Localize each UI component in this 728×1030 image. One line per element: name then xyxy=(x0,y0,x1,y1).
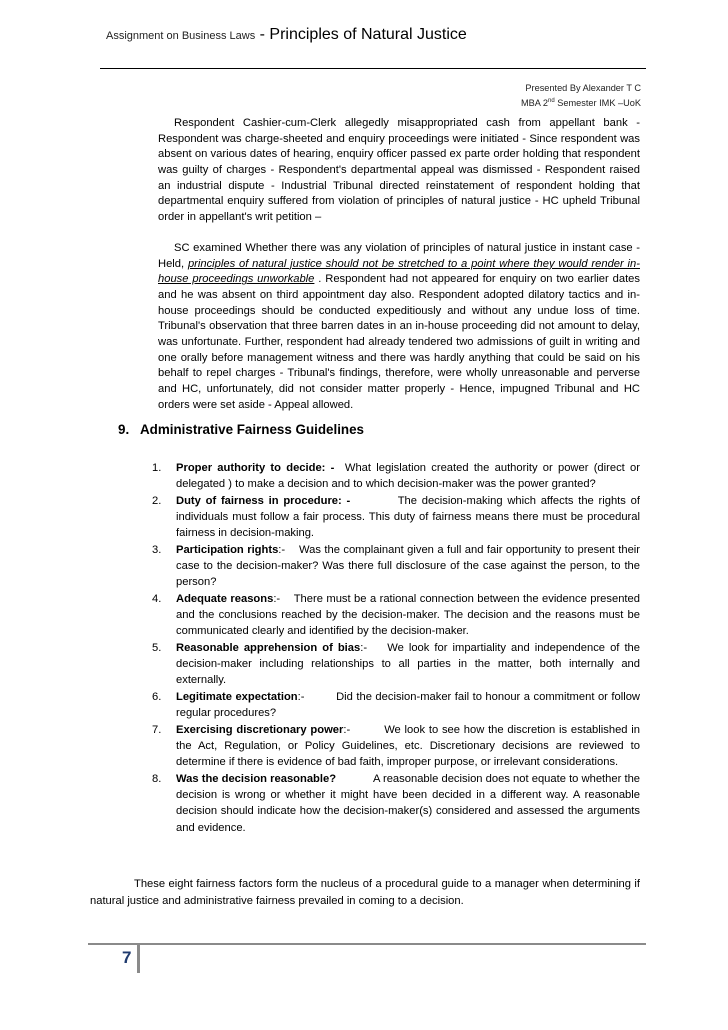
holding-body: . Respondent had not appeared for enquiry on two earlier dates and he was absent on third appointment day also. Respondent adopted dilatory tactics and in-house proceedings should be conducted expeditiously and without any undue loss of time. Tribunal's observation that three barren dates in an in-house proceeding did not amount to delay, was unfortunate. Further, respondent had already tendered two admissions of guilt in writing and one orally before management witness and there was hardly anything that could be said on his behalf to repel charges - Tribunal's findings, therefore, were wholly unreasonable and perverse and HC, unfortunately, did not consider matter properly - Hence, impugned Tribunal and HC orders were set aside - Appeal allowed. xyxy=(158,273,640,411)
guideline-separator xyxy=(350,495,397,507)
guideline-separator xyxy=(336,773,373,785)
guideline-heading: Legitimate expectation xyxy=(176,690,298,703)
page-header xyxy=(106,26,646,44)
header-title: Principles of Natural Justice xyxy=(269,26,467,43)
guideline-separator: :- xyxy=(297,690,337,703)
guideline-text xyxy=(176,722,640,771)
guideline-text xyxy=(176,771,640,836)
guideline-heading: Participation rights xyxy=(176,543,279,556)
guideline-item xyxy=(152,542,640,591)
guidelines-list xyxy=(152,460,640,836)
guideline-number: 3. xyxy=(152,543,162,556)
guideline-number: 8. xyxy=(152,772,162,785)
guideline-number: 7. xyxy=(152,723,162,736)
holding-intro: SC examined Whether there was any violation of principles of natural justice in instant case - Held, xyxy=(158,242,640,270)
guideline-heading: Duty of fairness in procedure: - xyxy=(176,494,351,507)
header-course: Assignment on Business Laws xyxy=(106,30,256,42)
guideline-number: 2. xyxy=(152,494,162,507)
guideline-separator: :- xyxy=(273,592,294,605)
guideline-separator xyxy=(334,462,345,474)
program-suffix: Semester IMK –UoK xyxy=(554,98,641,109)
guideline-body: There must be a rational connection between the evidence presented and the conclusions reached by the decision-maker. The decision and the reasons must be communicated clearly and identified by the decision-maker. xyxy=(176,592,640,638)
case-holding-text xyxy=(158,241,640,413)
guideline-text xyxy=(176,640,640,689)
guideline-separator: :- xyxy=(360,641,388,654)
guideline-number: 6. xyxy=(152,690,162,703)
guideline-body: The decision-making which affects the rights of individuals must follow a fair process. This duty of fairness means there must be procedural fairness in decision-making. xyxy=(176,494,640,540)
closing-text: These eight fairness factors form the nucleus of a procedural guide to a manager when determining if natural justice and administrative fairness prevailed in coming to a decision. xyxy=(90,878,640,907)
guideline-number: 4. xyxy=(152,592,162,605)
holding-emphasis: principles of natural justice should not be stretched to a point where they would render in-house proceedings unworkable xyxy=(158,257,640,286)
guideline-number: 1. xyxy=(152,462,162,474)
guideline-text xyxy=(176,460,640,493)
guideline-item xyxy=(152,640,640,689)
section-number: 9. xyxy=(118,422,130,437)
page-number: 7 xyxy=(122,948,132,967)
author-credit xyxy=(521,82,641,110)
guideline-body: What legislation created the authority or power (direct or delegated ) to make a decision and to which decision-maker was the power granted? xyxy=(176,462,640,491)
author-line: Presented By Alexander T C xyxy=(525,83,641,93)
guideline-text xyxy=(176,591,640,640)
guideline-text xyxy=(176,689,640,722)
section-heading xyxy=(118,422,364,437)
guideline-item xyxy=(152,460,640,493)
guideline-item xyxy=(152,591,640,640)
header-divider xyxy=(100,68,646,69)
ordinal-suffix: nd xyxy=(548,98,555,104)
guideline-separator: :- xyxy=(278,543,299,556)
guideline-text xyxy=(176,493,640,542)
footer-divider xyxy=(88,943,646,945)
closing-paragraph xyxy=(90,876,640,910)
guideline-heading: Adequate reasons xyxy=(176,592,274,605)
guideline-item xyxy=(152,771,640,836)
guideline-heading: Proper authority to decide: - xyxy=(176,462,335,474)
guideline-heading: Exercising discretionary power xyxy=(176,723,344,736)
case-facts-paragraph xyxy=(158,116,640,226)
guideline-number: 5. xyxy=(152,641,162,654)
guideline-body: A reasonable decision does not equate to whether the decision is wrong or whether it might have been decided in a different way. A reasonable decision should indicate how the decision-maker(s) considered and assessed the arguments and evidence. xyxy=(176,772,641,834)
guideline-item xyxy=(152,722,640,771)
program-line xyxy=(521,95,641,110)
header-separator: - xyxy=(255,26,270,43)
guideline-body: Was the complainant given a full and fair opportunity to present their case to the decision-maker? Was there full disclosure of the case against the person, to the person? xyxy=(176,543,640,589)
guideline-heading: Reasonable apprehension of bias xyxy=(176,641,361,654)
guideline-body: We look for impartiality and independence of the decision-maker including relationships to all parties in the matter, both internally and externally. xyxy=(176,641,640,687)
guideline-item xyxy=(152,493,640,542)
page-number-bar xyxy=(137,945,140,973)
guideline-body: We look to see how the discretion is established in the Act, Regulation, or Policy Guidelines, etc. Discretionary decisions are reviewed to determine if there is evidence of bad faith, improper purpose, or irrelevant considerations. xyxy=(176,723,640,769)
guideline-heading: Was the decision reasonable? xyxy=(176,772,337,785)
program-prefix: MBA 2 xyxy=(520,98,549,109)
section-title: Administrative Fairness Guidelines xyxy=(140,422,364,437)
guideline-text xyxy=(176,542,640,591)
case-facts-text: Respondent Cashier-cum-Clerk allegedly misappropriated cash from appellant bank - Respondent was charge-sheeted and enquiry proceedings were initiated - Since respondent was absent on various dates of hearing, enquiry officer passed ex parte order holding that respondent was guilty of charges - Respondent's departmental appeal was dismissed - Respondent raised an industrial dispute - Industrial Tribunal directed reinstatement of respondent holding that departmental enquiry suffered from violation of principles of natural justice - HC upheld Tribunal order in appellant's writ petition – xyxy=(158,117,640,223)
guideline-item xyxy=(152,689,640,722)
guideline-separator: :- xyxy=(343,723,385,736)
case-holding-paragraph xyxy=(158,241,640,413)
guideline-body: Did the decision-maker fail to honour a commitment or follow regular procedures? xyxy=(176,690,640,720)
